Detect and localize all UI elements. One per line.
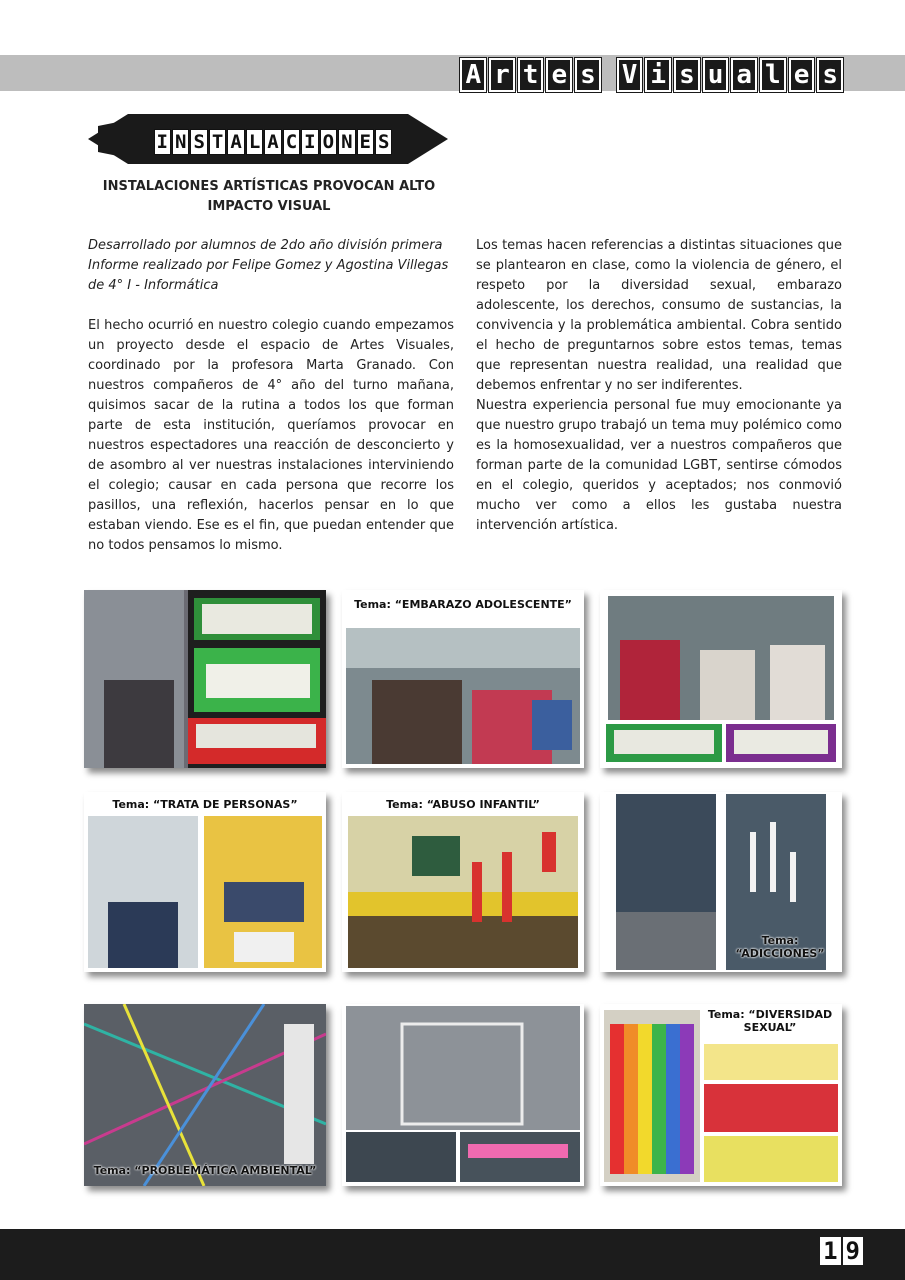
section-title-space: [604, 58, 614, 92]
article-right-column: [476, 236, 842, 536]
banner-letter: N: [338, 129, 355, 155]
photo-image: [84, 590, 326, 768]
section-title: [460, 58, 843, 92]
banner-title: [128, 125, 418, 159]
footer-band: [0, 1229, 905, 1280]
banner-letter: O: [320, 129, 337, 155]
section-title-letter: u: [703, 58, 729, 92]
banner-letter: A: [227, 129, 244, 155]
photo-caption: Tema: “TRATA DE PERSONAS”: [112, 798, 298, 811]
section-title-letter: t: [518, 58, 544, 92]
photo-students-reading: [600, 590, 842, 768]
banner-letter: L: [246, 129, 263, 155]
page-number-digit: 1: [820, 1237, 840, 1265]
photo-image: [342, 792, 584, 972]
section-title-letter: r: [489, 58, 515, 92]
section-title-letter: i: [645, 58, 671, 92]
banner-letter: N: [172, 129, 189, 155]
photo-caption: Tema: “ADICCIONES”: [735, 934, 825, 960]
photo-caption: Tema: “ABUSO INFANTIL”: [386, 798, 540, 811]
banner-letter: I: [154, 129, 171, 155]
banner-letter: A: [264, 129, 281, 155]
photo-image: [84, 1004, 326, 1186]
section-title-letter: s: [674, 58, 700, 92]
banner-letter: T: [209, 129, 226, 155]
page-number-digit: 9: [843, 1237, 863, 1265]
section-title-letter: l: [760, 58, 786, 92]
section-title-letter: e: [546, 58, 572, 92]
section-title-letter: A: [460, 58, 486, 92]
photo-diversidad-sexual: [600, 1004, 842, 1186]
photo-image: [600, 590, 842, 768]
photo-embarazo-adolescente: [342, 590, 584, 768]
section-title-letter: e: [789, 58, 815, 92]
page-number: [820, 1237, 863, 1265]
section-title-letter: V: [617, 58, 643, 92]
photo-problematica-ambiental: [84, 1004, 326, 1186]
article-headline: INSTALACIONES ARTÍSTICAS PROVOCAN ALTO IMPACTO VISUAL: [102, 179, 436, 214]
article-left-column: [88, 236, 454, 556]
photo-image: [342, 590, 584, 768]
photo-trata-de-personas: [84, 792, 326, 972]
photo-string-structure: [342, 1004, 584, 1186]
photo-abuso-infantil: [342, 792, 584, 972]
banner-letter: C: [283, 129, 300, 155]
photo-installation-hallway: [84, 590, 326, 768]
section-title-letter: a: [731, 58, 757, 92]
section-title-letter: s: [575, 58, 601, 92]
section-title-letter: s: [817, 58, 843, 92]
photo-caption: Tema: “DIVERSIDAD SEXUAL”: [707, 1008, 833, 1034]
photo-caption: Tema: “EMBARAZO ADOLESCENTE”: [354, 598, 572, 611]
banner-letter: S: [190, 129, 207, 155]
article-byline: Desarrollado por alumnos de 2do año división primera Informe realizado por Felipe Gomez y Agostina Villegas de 4° I - Informática: [88, 238, 449, 293]
article-paragraph: Nuestra experiencia personal fue muy emocionante ya que nuestro grupo trabajó un tema muy polémico como es la homosexualidad, ver a nuestros compañeros que forman parte de la comunidad LGBT, sentirse cómodos en el colegio, queridos y aceptados; nos conmovió mucho ver como a ellos les gustaba nuestra intervención artística.: [476, 398, 842, 533]
banner-letter: E: [357, 129, 374, 155]
photo-image: [342, 1004, 584, 1186]
banner-letter: I: [301, 129, 318, 155]
article-paragraph: El hecho ocurrió en nuestro colegio cuando empezamos un proyecto desde el espacio de Artes Visuales, coordinado por la profesora Marta Granado. Con nuestros compañeros de 4° año del turno mañana, quisimos sacar de la rutina a todos los que forman parte de esta institución, queríamos provocar en nuestros espectadores una reacción de desconcierto y de asombro al ver nuestras instalaciones interviniendo el colegio; causar en cada persona que recorre los pasillos, una reflexión, hacerlos pensar en lo que estaban viendo. Ese es el fin, que puedan entender que no todos pensamos lo mismo.: [88, 318, 454, 553]
article-paragraph: Los temas hacen referencias a distintas situaciones que se plantearon en clase, como la violencia de género, el respeto por la diversidad sexual, embarazo adolescente, los derechos, consumo de sustancias, la convivencia y la problemática ambiental. Cobra sentido el hecho de preguntarnos sobre estos temas, temas que representan nuestra realidad, una realidad que debemos enfrentar y no ser indiferentes.: [476, 238, 842, 393]
photo-adicciones: [600, 792, 842, 972]
photo-caption: Tema: “PROBLEMÁTICA AMBIENTAL”: [93, 1164, 317, 1177]
photo-image: [84, 792, 326, 972]
banner-letter: S: [375, 129, 392, 155]
